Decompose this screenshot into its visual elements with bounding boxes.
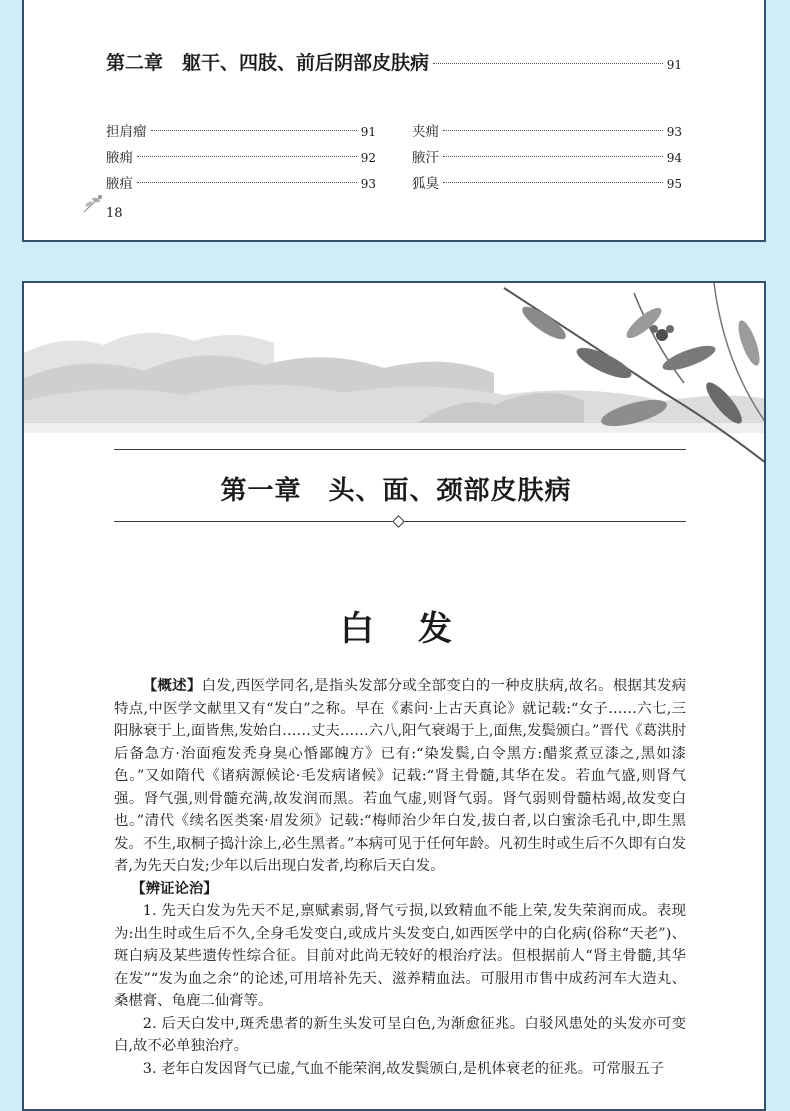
- toc-item-page: 93: [666, 125, 682, 139]
- toc-leader-dots: [443, 130, 663, 131]
- toc-item[interactable]: [412, 120, 682, 140]
- body-paragraph: 1. 先天白发为先天不足,禀赋素弱,肾气亏损,以致精血不能上荣,发失荣润而成。表现为:出生时或生后不久,全身毛发变白,或成片头发变白,如西医学中的白化病(俗称“天老”)、斑白病及某些遗传性综合征。目前对此尚无较好的根治疗法。但根据前人“肾主骨髓,其华在发”“发为血之余”的论述,可用培补先天、滋养精血法。可服用市售中成药河车大造丸、桑椹膏、龟鹿二仙膏等。: [114, 903, 686, 1009]
- toc-item[interactable]: [106, 172, 376, 192]
- diamond-ornament-icon: [392, 515, 405, 528]
- toc-item-label: 担肩瘤: [106, 124, 147, 140]
- chapter-title: 第一章 头、面、颈部皮肤病: [220, 476, 572, 506]
- toc-item[interactable]: [106, 146, 376, 166]
- toc-item-page: 93: [360, 177, 376, 191]
- section-heading: 【辨证论治】: [131, 879, 218, 897]
- ink-plant-illustration: [484, 283, 766, 473]
- toc-item[interactable]: [106, 120, 376, 140]
- page-number: 18: [106, 206, 123, 221]
- toc-leader-dots: [433, 63, 663, 64]
- toc-leader-dots: [443, 156, 663, 157]
- toc-item-label: 腋汗: [412, 150, 439, 166]
- overview-text: 白发,西医学同名,是指头发部分或全部变白的一种皮肤病,故名。根据其发病特点,中医学文献里又有“发白”之称。早在《素问·上古天真论》就记载:“女子……六七,三阳脉衰于上,面皆焦,发始白……丈夫……六八,阳气衰竭于上,面焦,发鬓颁白。”晋代《葛洪肘后备急方·治面疱发秃身臭心惛鄙魄方》已有:“染发鬓,白令黑方:醋浆煮豆漆之,黑如漆色。”又如隋代《诸病源候论·毛发病诸候》记载:“肾主骨髓,其华在发。若血气盛,则肾气强。肾气强,则骨髓充满,故发润而黑。若血气虚,则肾气弱。肾气弱则骨髓枯竭,故发变白也。”清代《续名医类案·眉发须》记载:“梅师治少年白发,拔白者,以白蜜涂毛孔中,即生黑发。不生,取桐子捣汁涂上,必生黑者。”本病可见于任何年龄。凡初生时或生后不久即有白发者,为先天白发;少年以后出现白发者,均称后天白发。: [114, 678, 686, 874]
- toc-item-label: 狐臭: [412, 176, 439, 192]
- overview-paragraph: [114, 675, 686, 878]
- toc-leader-dots: [443, 182, 663, 183]
- body-paragraph: 3. 老年白发因肾气已虚,气血不能荣润,故发鬓颁白,是机体衰老的征兆。可常服五子: [142, 1060, 665, 1077]
- chapter-page: [22, 281, 766, 1111]
- article-body: [114, 675, 686, 1080]
- toc-chapter-page: 91: [666, 58, 682, 72]
- chapter-rule-top: [114, 449, 686, 450]
- toc-chapter-entry[interactable]: [106, 48, 682, 75]
- toc-page: [22, 0, 766, 242]
- toc-item-label: 夹痈: [412, 124, 439, 140]
- toc-item[interactable]: [412, 146, 682, 166]
- toc-list: [106, 120, 682, 192]
- toc-item[interactable]: [412, 172, 682, 192]
- toc-item-label: 腋疽: [106, 176, 133, 192]
- toc-item-page: 92: [360, 151, 376, 165]
- overview-heading: 【概述】: [142, 677, 202, 694]
- toc-item-label: 腋痈: [106, 150, 133, 166]
- toc-chapter-title: 第二章 躯干、四肢、前后阴部皮肤病: [106, 52, 430, 74]
- toc-leader-dots: [137, 182, 357, 183]
- flower-ornament-icon: [80, 190, 106, 216]
- toc-leader-dots: [151, 130, 357, 131]
- article-title: 白发: [340, 609, 496, 649]
- toc-leader-dots: [137, 156, 357, 157]
- body-paragraph: 2. 后天白发中,斑秃患者的新生头发可呈白色,为渐愈征兆。白驳风患处的头发亦可变白,故不必单独治疗。: [114, 1015, 686, 1054]
- toc-item-page: 95: [666, 177, 682, 191]
- toc-item-page: 94: [666, 151, 682, 165]
- toc-item-page: 91: [360, 125, 376, 139]
